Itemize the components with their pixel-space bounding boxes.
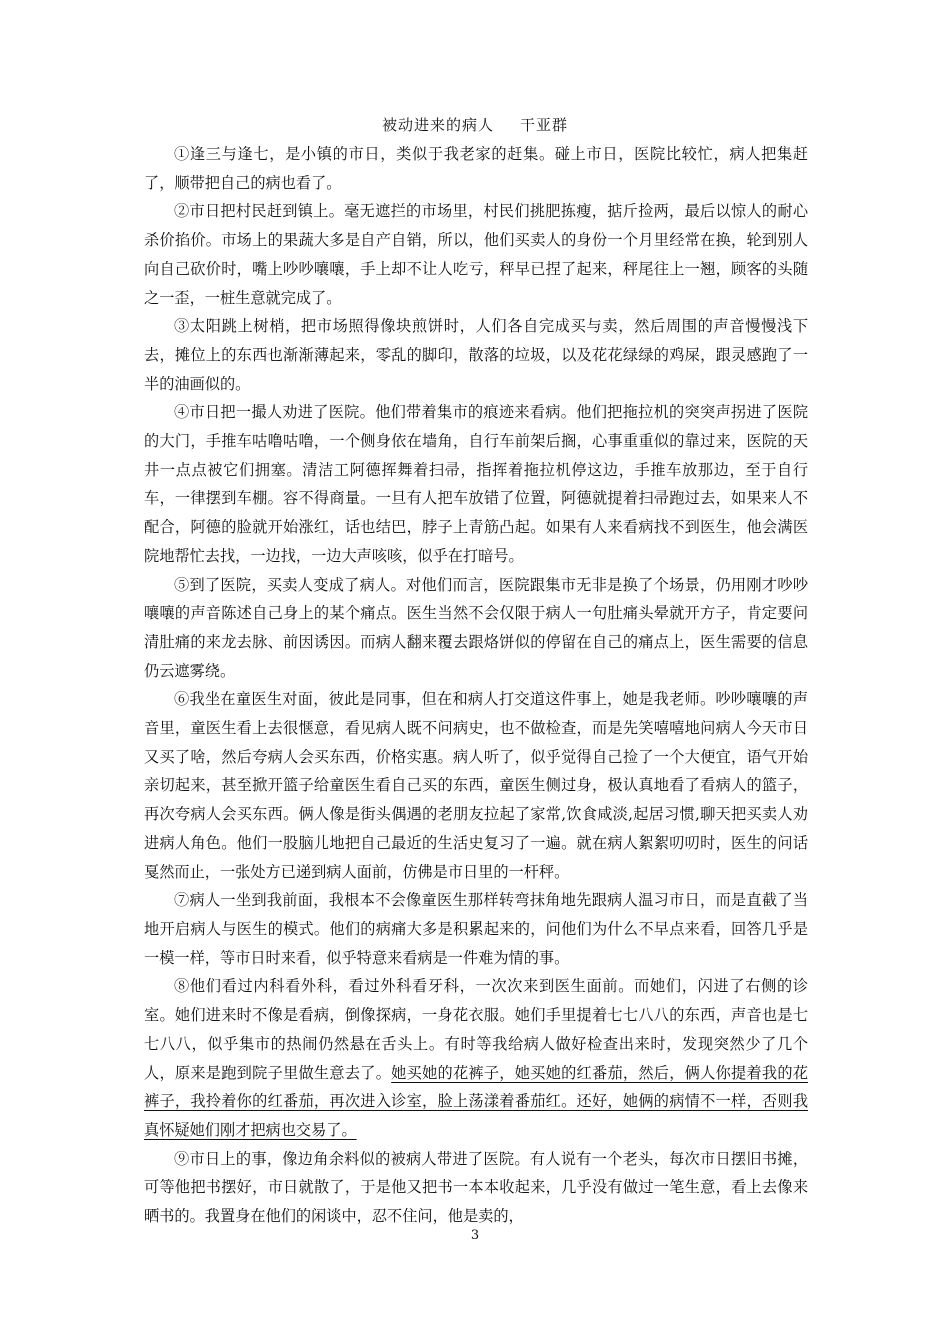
paragraph-9: ⑨市日上的事，像边角余料似的被病人带进了医院。有人说有一个老头，每次市日摆旧书摊，可等他把书摆好，市日就散了，于是他又把书一本本收起来，几乎没有做过一笔生意，看上去像来晒书的。我置身在他们的闲谈中，忍不住问，他是卖的， bbox=[144, 1149, 808, 1226]
paragraph-8-underlined-text: 她买她的花裤子，她买她的红番茄，然后，俩人你提着我的花裤子，我拎着你的红番茄，再次进入诊室，脸上荡漾着番茄红。还好，她俩的病情不一样，否则我真怀疑她们刚才把病也交易了。 bbox=[144, 1063, 809, 1139]
article-author: 干亚群 bbox=[520, 116, 569, 134]
article-heading bbox=[0, 114, 950, 135]
paragraph-8-text: ⑧他们看过内科看外科，看过外科看牙科，一次次来到医生面前。而她们，闪进了右侧的诊室。她们进来时不像是看病，倒像探病，一身花衣服。她们手里提着七七八八的东西，声音也是七七八八，似乎集市的热闹仍然悬在舌头上。有时等我给病人做好检查出来时，发现突然少了几个人，原来是跑到院子里做生意去了。 bbox=[144, 977, 808, 1082]
paragraph-3: ③太阳跳上树梢，把市场照得像块煎饼时，人们各自完成买与卖，然后周围的声音慢慢浅下去，摊位上的东西也渐渐薄起来，零乱的脚印，散落的垃圾，以及花花绿绿的鸡屎，跟灵感跑了一半的油画似的。 bbox=[144, 317, 808, 393]
article-title: 被动进来的病人 bbox=[381, 116, 494, 134]
paragraph-2: ②市日把村民赶到镇上。毫无遮拦的市场里，村民们挑肥拣瘦，掂斤捡两，最后以惊人的耐心杀价掐价。市场上的果蔬大多是自产自销，所以，他们买卖人的身份一个月里经常在换，轮到别人向自己砍价时，嘴上吵吵嚷嚷，手上却不让人吃亏，秤早已捏了起来，秤尾往上一翘，顾客的头随之一歪，一桩生意就完成了。 bbox=[144, 202, 808, 307]
paragraph-1: ①逢三与逢七，是小镇的市日，类似于我老家的赶集。碰上市日，医院比较忙，病人把集赶了，顺带把自己的病也看了。 bbox=[144, 145, 808, 192]
page-number: 3 bbox=[470, 1228, 480, 1243]
paragraph-8 bbox=[144, 972, 808, 1144]
paragraph-5: ⑤到了医院，买卖人变成了病人。对他们而言，医院跟集市无非是换了个场景，仍用刚才吵吵嚷嚷的声音陈述自己身上的某个痛点。医生当然不会仅限于病人一句肚痛头晕就开方子，肯定要问清肚痛的来龙去脉、前因诱因。而病人翻来覆去跟烙饼似的停留在自己的痛点上，医生需要的信息仍云遮雾绕。 bbox=[144, 575, 808, 680]
paragraph-7: ⑦病人一坐到我前面，我根本不会像童医生那样转弯抹角地先跟病人温习市日，而是直截了当地开启病人与医生的模式。他们的病痛大多是积累起来的，问他们为什么不早点来看，回答几乎是一模一样，等市日时来看，似乎特意来看病是一件难为情的事。 bbox=[144, 891, 808, 967]
paragraph-4: ④市日把一撮人劝进了医院。他们带着集市的痕迹来看病。他们把拖拉机的突突声拐进了医院的大门，手推车咕噜咕噜，一个侧身依在墙角，自行车前架后搁，心事重重似的靠过来，医院的天井一点点被它们拥塞。清洁工阿德挥舞着扫帚，指挥着拖拉机停这边，手推车放那边，至于自行车，一律摆到车棚。容不得商量。一旦有人把车放错了位置，阿德就提着扫帚跑过去，如果来人不配合，阿德的脸就开始涨红，话也结巴，脖子上青筋凸起。如果有人来看病找不到医生，他会满医院地帮忙去找，一边找，一边大声咳咳，似乎在打暗号。 bbox=[144, 403, 808, 565]
article-body bbox=[144, 140, 808, 1231]
paragraph-6: ⑥我坐在童医生对面，彼此是同事，但在和病人打交道这件事上，她是我老师。吵吵嚷嚷的声音里，童医生看上去很惬意，看见病人既不问病史，也不做检查，而是先笑嘻嘻地问病人今天市日又买了啥，然后夸病人会买东西，价格实惠。病人听了，似乎觉得自己捡了一个大便宜，语气开始亲切起来，甚至掀开篮子给童医生看自己买的东西，童医生侧过身，极认真地看了看病人的篮子，再次夸病人会买东西。俩人像是街头偶遇的老朋友拉起了家常,饮食咸淡,起居习惯,聊天把买卖人劝进病人角色。他们一股脑儿地把自己最近的生活史复习了一遍。就在病人絮絮叨叨时，医生的问话戛然而止，一张处方已递到病人面前，仿佛是市日里的一杆秤。 bbox=[144, 690, 808, 881]
